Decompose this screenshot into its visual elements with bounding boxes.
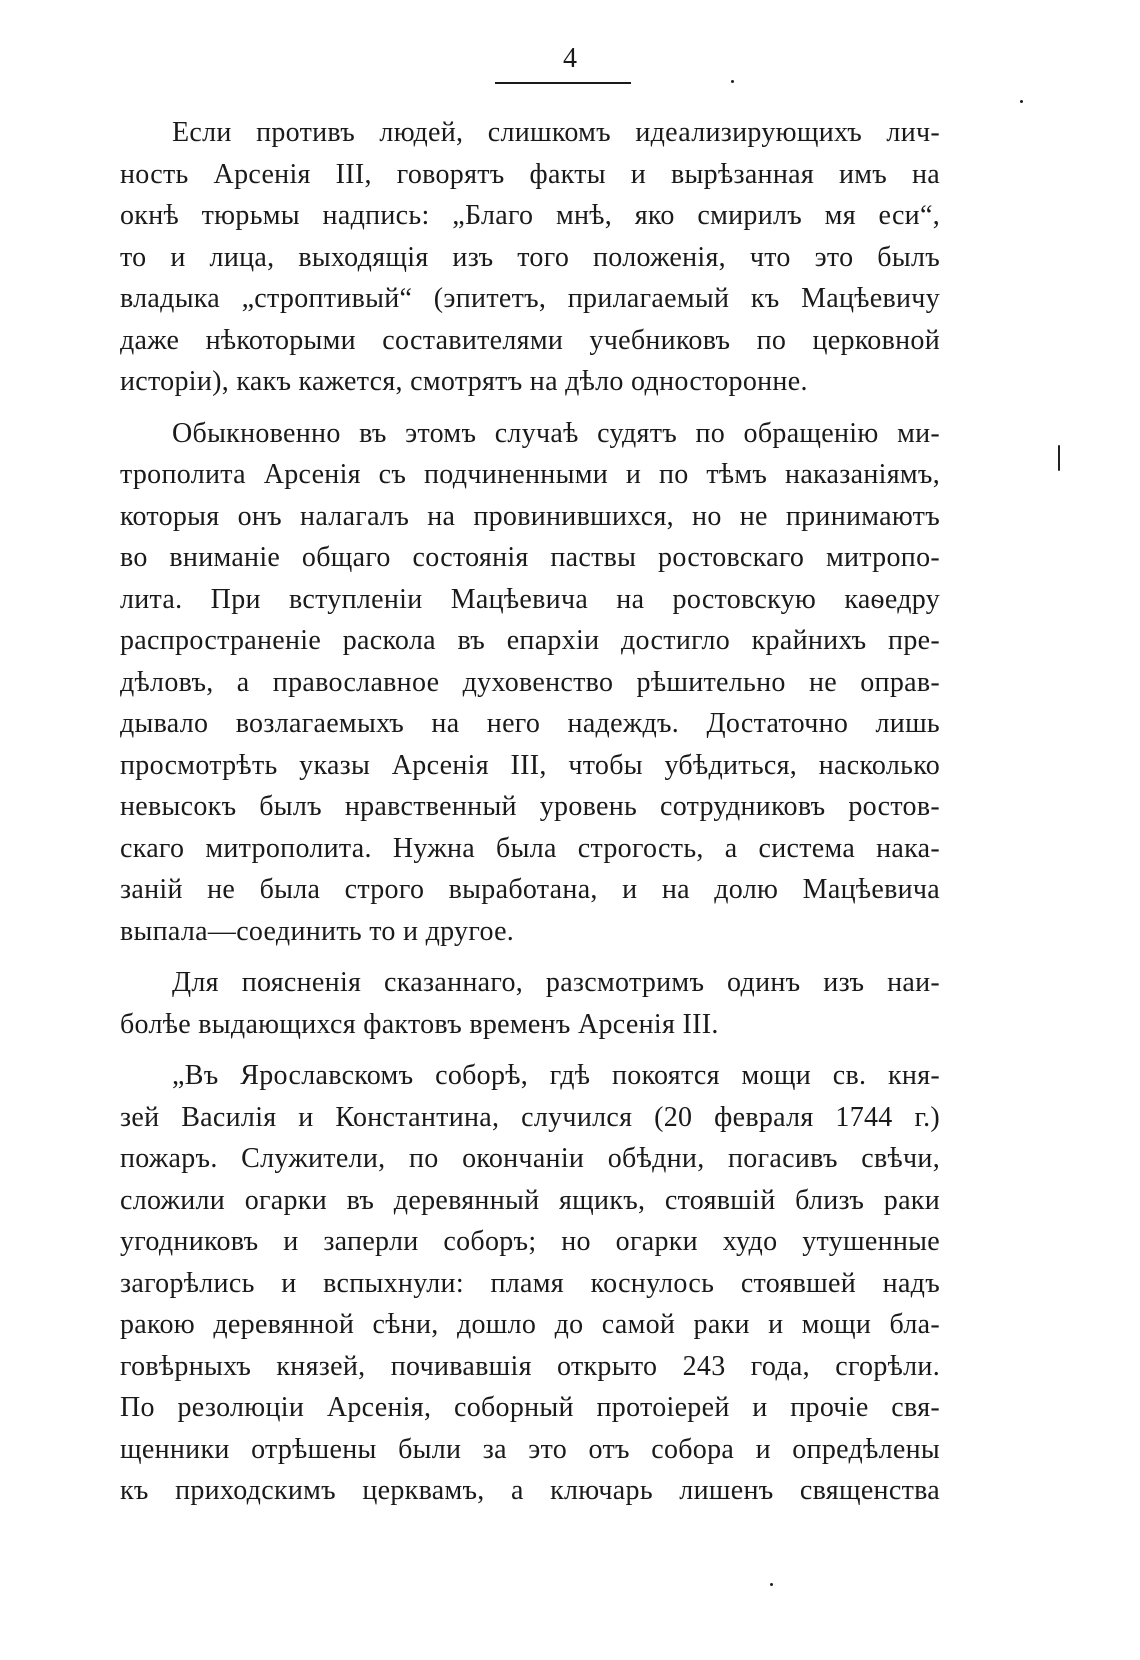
- text-line: распространеніе раскола въ епархіи достигло крайнихъ пре-: [120, 625, 940, 656]
- page-number: 4: [563, 43, 577, 74]
- text-line: заній не была строго выработана, и на долю Мацѣевича: [120, 874, 940, 905]
- text-line: сложили огарки въ деревянный ящикъ, стоявшій близъ раки: [120, 1184, 940, 1216]
- scan-speck: [1058, 445, 1060, 471]
- paragraph: [120, 413, 940, 953]
- text-line: даже нѣкоторыми составителями учебниковъ по церковной: [120, 324, 940, 356]
- text-line: скаго митрополита. Нужна была строгость, а система нака-: [120, 832, 940, 864]
- text-line: къ приходскимъ церквамъ, а ключарь лишенъ священства: [120, 1475, 940, 1506]
- text-line: Для поясненія сказаннаго, разсмотримъ одинъ изъ наи-: [172, 967, 940, 998]
- text-line: „Въ Ярославскомъ соборѣ, гдѣ покоятся мощи св. кня-: [172, 1060, 940, 1091]
- text-line: просмотрѣть указы Арсенія III, чтобы убѣдиться, насколько: [120, 749, 940, 781]
- scan-speck: [731, 80, 734, 83]
- text-line: загорѣлись и вспыхнули: пламя коснулось стоявшей надъ: [120, 1267, 940, 1299]
- text-line: щенники отрѣшены были за это отъ собора и опредѣлены: [120, 1433, 940, 1465]
- text-line: пожаръ. Служители, по окончаніи обѣдни, погасивъ свѣчи,: [120, 1143, 940, 1174]
- paragraph-gap: [120, 952, 940, 962]
- text-line: выпала—соединить то и другое.: [120, 915, 515, 947]
- text-line: говѣрныхъ князей, почивавшія открыто 243 года, сгорѣли.: [120, 1350, 940, 1382]
- paragraph-gap: [120, 1045, 940, 1055]
- text-line: Обыкновенно въ этомъ случаѣ судятъ по обращенію ми-: [172, 417, 940, 449]
- text-line: болѣе выдающихся фактовъ временъ Арсенія III.: [120, 1008, 719, 1040]
- text-line: исторіи), какъ кажется, смотрятъ на дѣло односторонне.: [120, 366, 808, 397]
- text-line: которыя онъ налагалъ на провинившихся, но не принимаютъ: [120, 500, 940, 532]
- text-line: трополита Арсенія съ подчиненными и по тѣмъ наказаніямъ,: [120, 459, 940, 490]
- text-line: лита. При вступленіи Мацѣевича на ростовскую каѳедру: [120, 583, 940, 615]
- paragraph: [120, 112, 940, 403]
- text-line: то и лица, выходящія изъ того положенія, что это былъ: [120, 241, 940, 273]
- text-line: невысокъ былъ нравственный уровень сотрудниковъ ростов-: [120, 791, 940, 822]
- text-line: окнѣ тюрьмы надпись: „Благо мнѣ, яко смирилъ мя еси“,: [120, 200, 940, 231]
- header-rule: [495, 82, 631, 84]
- text-line: угодниковъ и заперли соборъ; но огарки худо утушенные: [120, 1226, 940, 1257]
- paragraph-gap: [120, 403, 940, 413]
- text-line: ракою деревянной сѣни, дошло до самой раки и мощи бла-: [120, 1309, 940, 1340]
- text-line: во вниманіе общаго состоянія паствы ростовскаго митропо-: [120, 542, 940, 573]
- text-line: По резолюціи Арсенія, соборный протоіерей и прочіе свя-: [120, 1392, 940, 1423]
- paragraph: [120, 1055, 940, 1512]
- scan-speck: [1020, 100, 1023, 103]
- text-line: дывало возлагаемыхъ на него надеждъ. Достаточно лишь: [120, 708, 940, 739]
- body-text: [120, 112, 940, 1512]
- text-line: дѣловъ, а православное духовенство рѣшительно не оправ-: [120, 666, 940, 698]
- text-line: ность Арсенія III, говорятъ факты и вырѣзанная имъ на: [120, 158, 940, 190]
- text-line: владыка „строптивый“ (эпитетъ, прилагаемый къ Мацѣевичу: [120, 283, 940, 314]
- page-header: [0, 44, 1140, 84]
- text-line: зей Василія и Константина, случился (20 февраля 1744 г.): [120, 1101, 940, 1133]
- text-line: Если противъ людей, слишкомъ идеализирующихъ лич-: [172, 117, 940, 148]
- scan-speck: [770, 1583, 773, 1586]
- paragraph: [120, 962, 940, 1045]
